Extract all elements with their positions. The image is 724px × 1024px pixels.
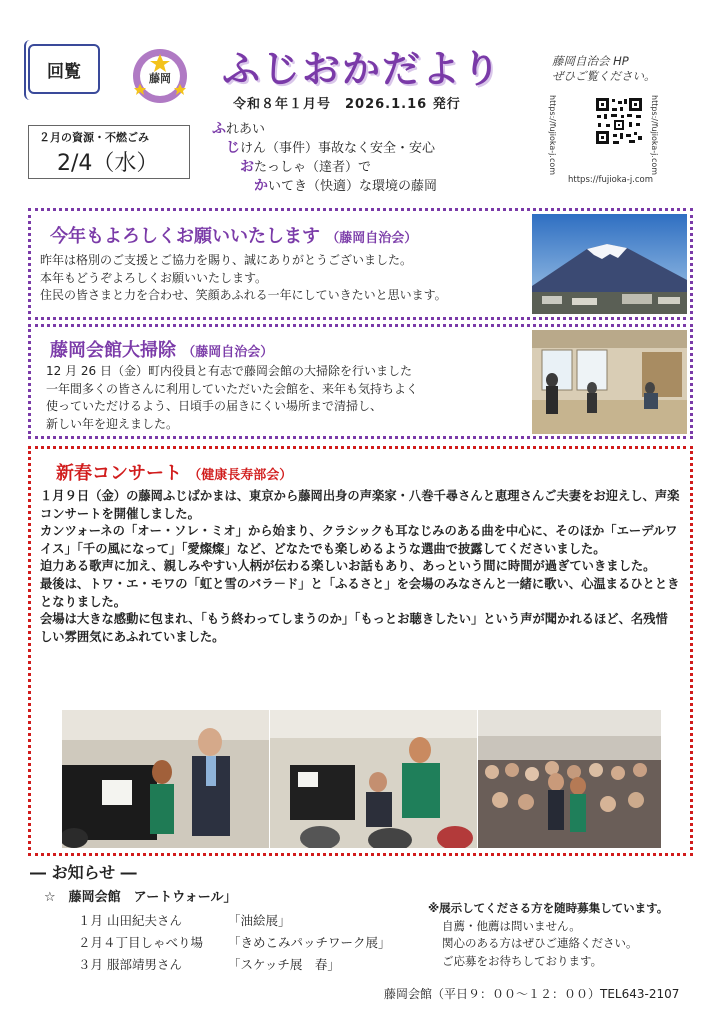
notice-title: ― お知らせ ― xyxy=(30,863,137,882)
list-item: １月 山田紀夫さん 「油絵展」 xyxy=(78,913,291,928)
fujioka-emblem-icon xyxy=(132,48,188,104)
qr-url-right: https://fujioka-j.com xyxy=(650,95,659,176)
cleaning-body: 12 月 26 日（金）町内役員と有志で藤岡会館の大掃除を行いました 一年間多くの皆さんに利用していただいた会館を、来年も気持ちよく 使っていただけるよう、日頃手の届きにくい場所まで清掃し、 新しい年を迎えました。 xyxy=(46,364,419,431)
hp-label-line2: ぜひご覧ください。 xyxy=(552,69,656,83)
garbage-day-box xyxy=(28,125,190,179)
concert-photo-3 xyxy=(478,710,661,848)
newsletter-title: ふじおかだより xyxy=(222,47,503,91)
concert-photo-2 xyxy=(270,710,477,848)
recruit-notice: ※展示してくださる方を随時募集しています。 自薦・他薦は問いません。 関心のある方はぜひご連絡ください。 ご応募をお待ちしております。 xyxy=(428,901,669,968)
hp-label xyxy=(552,54,656,84)
notice-subtitle: ☆ 藤岡会館 アートウォール」 xyxy=(44,890,237,905)
slogan xyxy=(212,120,437,196)
notice-list xyxy=(78,910,391,976)
list-item: ３月 服部靖男さん 「スケッチ展 春」 xyxy=(78,957,340,972)
list-item: ２月４丁目しゃべり場 「きめこみパッチワーク展」 xyxy=(78,935,391,950)
qr-code-icon[interactable] xyxy=(594,96,644,146)
kairan-label: 回覧 xyxy=(47,61,81,82)
qr-url-left: https://fujioka-j.com xyxy=(548,95,557,176)
qr-url-bottom[interactable]: https://fujioka-j.com xyxy=(568,175,654,185)
concert-body: １月９日（金）の藤岡ふじばかまは、東京から藤岡出身の声楽家・八巻千尋さんと恵理さんご夫妻をお迎えし、声楽コンサートを開催しました。 カンツォーネの「オー・ソレ・ミオ」から始まり、クラシックも耳なじみのある曲を中心に、そのほか「エーデルワイス」「千の風になって」「愛燦燦」など、どなたでも楽しめるような選曲で披露してくださいました。 迫力ある歌声に加え、親しみやすい人柄が伝わる楽しいお話もあり、あっという間に時間が過ぎていきました。 最後は、トワ・エ・モワの「虹と雪のバラ－ド」と「ふるさと」を会場のみなさんと一緒に歌い、心温まるひとときとなりました。 会場は大きな感動に包まれ、「もう終わってしまうのか」「もっとお聴きしたい」という声が聞かれるほど、名残惜しい雰囲気にあふれていました。 xyxy=(40,489,680,644)
concert-photo-1 xyxy=(62,710,269,848)
slogan-line: おたっしゃ（達者）で xyxy=(240,159,372,175)
slogan-line: じけん（事件）事故なく安全・安心 xyxy=(226,140,436,156)
garbage-date: 2/4（水） xyxy=(57,151,159,176)
garbage-label: ２月の資源・不燃ごみ xyxy=(39,131,149,144)
footer-contact: 藤岡会館（平日９：００～１２：００）TEL643-2107 xyxy=(384,987,680,1001)
cleaning-title: 藤岡会館大掃除 （藤岡自治会） xyxy=(50,340,274,361)
issue-info: 令和８年１月号 2026.1.16 発行 xyxy=(233,97,461,112)
emblem-text: 藤岡 xyxy=(149,72,171,85)
cleaning-photo xyxy=(532,330,687,434)
newyear-title: 今年もよろしくお願いいたします （藤岡自治会） xyxy=(50,226,418,247)
slogan-line: かいてき（快適）な環境の藤岡 xyxy=(254,178,438,194)
newyear-body: 昨年は格別のご支援とご協力を賜り、誠にありがとうございました。 本年もどうぞよろしくお願いいたします。 住民の皆さまと力を合わせ、笑顔あふれる一年にしていきたいと思います。 xyxy=(40,253,447,302)
kairan-badge xyxy=(28,44,100,94)
concert-title: 新春コンサート （健康長寿部会） xyxy=(56,463,293,484)
hp-label-line1: 藤岡自治会 HP xyxy=(552,54,629,68)
mount-fuji-photo xyxy=(532,214,687,314)
slogan-line: ふれあい xyxy=(212,121,266,137)
